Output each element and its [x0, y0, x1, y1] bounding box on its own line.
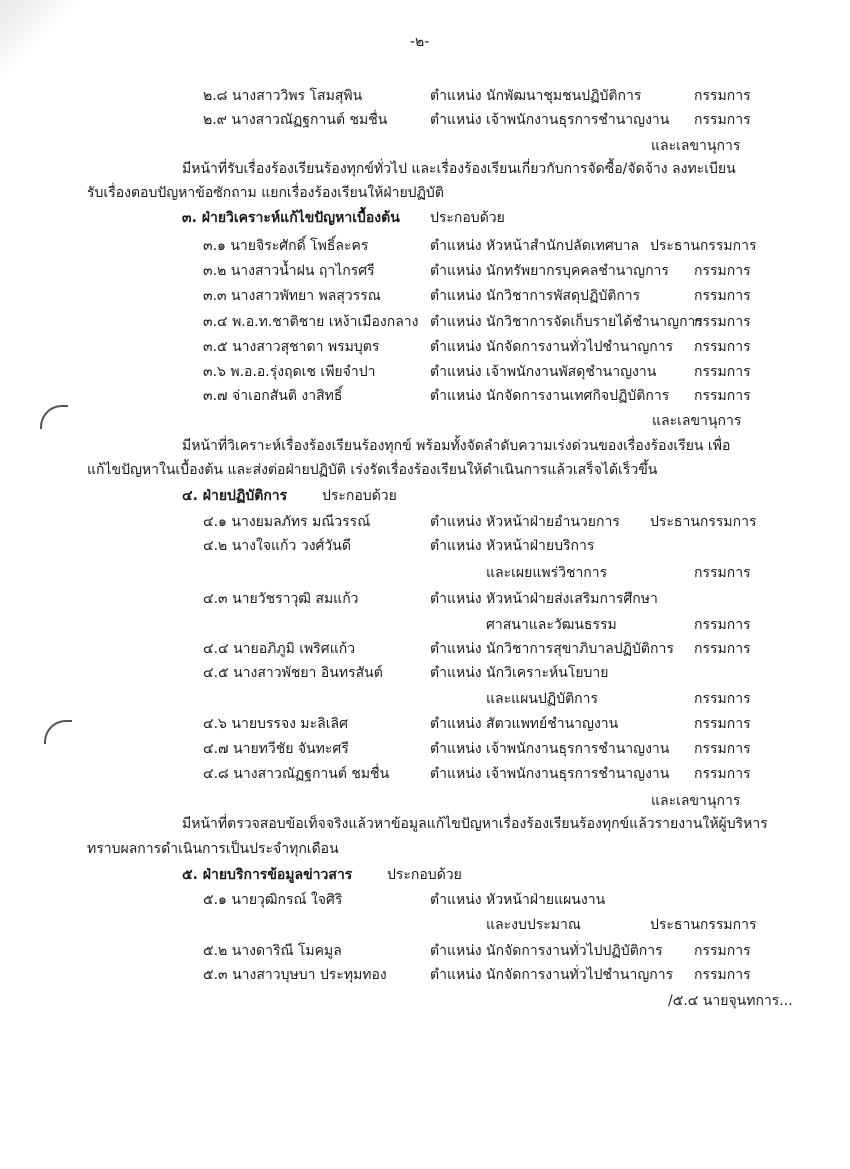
- text-line-l32-role: กรรมการ: [694, 263, 751, 279]
- text-line-l48-pos: ตำแหน่ง เจ้าพนักงานธุรการชำนาญงาน: [430, 766, 670, 782]
- text-line-l36-pos: ตำแหน่ง เจ้าพนักงานพัสดุชำนาญงาน: [430, 364, 657, 380]
- text-line-p4a: มีหน้าที่ตรวจสอบข้อเท็จจริงแล้วหาข้อมูลแก้ไขปัญหาเรื่องร้องเรียนร้องทุกข์แล้วรายงานให้ผู้บริหาร: [182, 816, 768, 832]
- text-line-l46-name: ๔.๖ นายบรรจง มะลิเลิศ: [203, 716, 349, 732]
- text-line-l45-role: กรรมการ: [694, 691, 751, 707]
- text-line-l32-name: ๓.๒ นางสาวน้ำฝน ฤาไกรศรี: [203, 263, 375, 279]
- text-line-l41-role: ประธานกรรมการ: [650, 514, 757, 530]
- text-line-l33-name: ๓.๓ นางสาวพัทยา พลสุวรรณ: [203, 288, 381, 304]
- text-line-l53-role: กรรมการ: [694, 967, 751, 983]
- text-line-h5b: ประกอบด้วย: [387, 867, 462, 883]
- text-line-l46-role: กรรมการ: [694, 716, 751, 732]
- text-line-p3a: มีหน้าที่วิเคราะห์เรื่องร้องเรียนร้องทุกข์ พร้อมทั้งจัดลำดับความเร่งด่วนของเรื่องร้องเรียน เพื่อ: [182, 438, 731, 454]
- text-line-p3b: แก้ไขปัญหาในเบื้องต้น และส่งต่อฝ่ายปฏิบัติ เร่งรัดเรื่องร้องเรียนให้ดำเนินการแล้วเสร็จได้เร็วขึ้น: [87, 462, 658, 478]
- text-line-l47-role: กรรมการ: [694, 741, 751, 757]
- text-line-l37-role2: และเลขานุการ: [652, 413, 742, 429]
- text-line-l52-pos: ตำแหน่ง นักจัดการงานทั่วไปปฏิบัติการ: [430, 943, 663, 959]
- punch-hole-mark: [44, 720, 72, 744]
- text-line-l44-role: กรรมการ: [694, 641, 751, 657]
- text-line-l51-pos2: และงบประมาณ: [486, 917, 581, 933]
- text-line-l51-role: ประธานกรรมการ: [650, 917, 757, 933]
- text-line-l29-role2: และเลขานุการ: [651, 138, 741, 154]
- text-line-l37-name: ๓.๗ จ่าเอกสันติ งาสิทธิ์: [203, 388, 343, 404]
- text-line-l35-name: ๓.๕ นางสาวสุชาดา พรมบุตร: [203, 339, 380, 355]
- page-number: -๒-: [410, 34, 430, 50]
- text-line-l45-name: ๔.๕ นางสาวพัชยา อินทรสันต์: [203, 665, 383, 681]
- text-line-l53-pos: ตำแหน่ง นักจัดการงานทั่วไปชำนาญการ: [430, 967, 674, 983]
- text-line-l42-pos2: และเผยแพร่วิชาการ: [486, 565, 608, 581]
- text-line-l45-pos2: และแผนปฏิบัติการ: [486, 691, 599, 707]
- text-line-l52-name: ๕.๒ นางดาริณี โมคมูล: [203, 943, 342, 959]
- text-line-l43-role: กรรมการ: [694, 617, 751, 633]
- text-line-l32-pos: ตำแหน่ง นักทรัพยากรบุคคลชำนาญการ: [430, 263, 669, 279]
- text-line-l34-role: กรรมการ: [694, 314, 751, 330]
- text-line-l31-role: ประธานกรรมการ: [650, 238, 757, 254]
- text-line-l52-role: กรรมการ: [694, 943, 751, 959]
- text-line-l35-role: กรรมการ: [694, 339, 751, 355]
- text-line-l29-name: ๒.๙ นางสาวณัฏฐกานต์ ชมชื่น: [203, 112, 388, 128]
- text-line-l28-name: ๒.๘ นางสาววิพร โสมสุพิน: [203, 88, 363, 104]
- text-line-l36-name: ๓.๖ พ.อ.อ.รุ่งฤดเช เพียจำปา: [203, 364, 376, 380]
- text-line-l48-role: กรรมการ: [694, 766, 751, 782]
- text-line-l33-pos: ตำแหน่ง นักวิชาการพัสดุปฏิบัติการ: [430, 288, 641, 304]
- text-line-l43-name: ๔.๓ นายวัชราวุฒิ สมแก้ว: [203, 591, 359, 607]
- text-line-h5: ๕. ฝ่ายบริการข้อมูลข่าวสาร: [182, 867, 353, 883]
- text-line-l34-name: ๓.๔ พ.อ.ท.ชาติชาย เหง้าเมืองกลาง: [203, 314, 419, 330]
- text-line-l37-pos: ตำแหน่ง นักจัดการงานเทศกิจปฏิบัติการ: [430, 388, 670, 404]
- text-line-l42-name: ๔.๒ นางใจแก้ว วงศ์วันดี: [203, 538, 351, 554]
- text-line-h4b: ประกอบด้วย: [322, 488, 397, 504]
- text-line-l31-name: ๓.๑ นายจิระศักดิ์ โพธิ์ละคร: [203, 238, 369, 254]
- text-line-l53-name: ๕.๓ นางสาวบุษบา ประทุมทอง: [203, 967, 387, 983]
- text-line-l34-pos: ตำแหน่ง นักวิชาการจัดเก็บรายได้ชำนาญการ: [430, 314, 703, 330]
- text-line-l47-pos: ตำแหน่ง เจ้าพนักงานธุรการชำนาญงาน: [430, 741, 670, 757]
- text-line-h4: ๔. ฝ่ายปฏิบัติการ: [182, 488, 288, 504]
- text-line-l36-role: กรรมการ: [694, 364, 751, 380]
- text-line-p2a: มีหน้าที่รับเรื่องร้องเรียนร้องทุกข์ทั่วไป และเรื่องร้องเรียนเกี่ยวกับการจัดซื้อ/จัดจ้าง ลงทะเบียน: [182, 161, 736, 177]
- text-line-l29-pos: ตำแหน่ง เจ้าพนักงานธุรการชำนาญงาน: [430, 112, 670, 128]
- text-line-l28-pos: ตำแหน่ง นักพัฒนาชุมชนปฏิบัติการ: [430, 88, 642, 104]
- text-line-l37-role: กรรมการ: [694, 388, 751, 404]
- page-fold-shadow: [0, 0, 80, 100]
- text-line-l33-role: กรรมการ: [694, 288, 751, 304]
- text-line-l48-name: ๔.๘ นางสาวณัฏฐกานต์ ชมชื่น: [203, 766, 390, 782]
- text-line-l51-name: ๕.๑ นายวุฒิกรณ์ ใจศิริ: [203, 892, 343, 908]
- text-line-l46-pos: ตำแหน่ง สัตวแพทย์ชำนาญงาน: [430, 716, 619, 732]
- text-line-l44-name: ๔.๔ นายอภิภูมิ เพริศแก้ว: [203, 641, 356, 657]
- text-line-l43-pos2: ศาสนาและวัฒนธรรม: [486, 617, 617, 633]
- text-line-l47-name: ๔.๗ นายทวีชัย จันทะศรี: [203, 741, 349, 757]
- text-line-l28-role: กรรมการ: [694, 88, 751, 104]
- text-line-l42-pos: ตำแหน่ง หัวหน้าฝ่ายบริการ: [430, 538, 595, 554]
- text-line-h3b: ประกอบด้วย: [430, 210, 505, 226]
- text-line-h3: ๓. ฝ่ายวิเคราะห์แก้ไขปัญหาเบื้องต้น: [182, 210, 400, 226]
- text-line-l41-name: ๔.๑ นางยมลภัทร มณีวรรณ์: [203, 514, 371, 530]
- text-line-l35-pos: ตำแหน่ง นักจัดการงานทั่วไปชำนาญการ: [430, 339, 674, 355]
- text-line-l48-role2: และเลขานุการ: [651, 793, 741, 809]
- text-line-l45-pos: ตำแหน่ง นักวิเคราะห์นโยบาย: [430, 665, 609, 681]
- text-line-p4b: ทราบผลการดำเนินการเป็นประจำทุกเดือน: [87, 841, 339, 857]
- text-line-next: /๕.๔ นายจุนทการ...: [668, 993, 793, 1009]
- punch-hole-mark: [40, 405, 68, 429]
- text-line-l31-pos: ตำแหน่ง หัวหน้าสำนักปลัดเทศบาล: [430, 238, 640, 254]
- text-line-l42-role: กรรมการ: [694, 565, 751, 581]
- text-line-l41-pos: ตำแหน่ง หัวหน้าฝ่ายอำนวยการ: [430, 514, 620, 530]
- text-line-l29-role: กรรมการ: [694, 112, 751, 128]
- text-line-l51-pos: ตำแหน่ง หัวหน้าฝ่ายแผนงาน: [430, 892, 606, 908]
- text-line-l44-pos: ตำแหน่ง นักวิชาการสุขาภิบาลปฏิบัติการ: [430, 641, 674, 657]
- text-line-l43-pos: ตำแหน่ง หัวหน้าฝ่ายส่งเสริมการศึกษา: [430, 591, 658, 607]
- text-line-p2b: รับเรื่องตอบปัญหาข้อซักถาม แยกเรื่องร้องเรียนให้ฝ่ายปฏิบัติ: [87, 185, 444, 201]
